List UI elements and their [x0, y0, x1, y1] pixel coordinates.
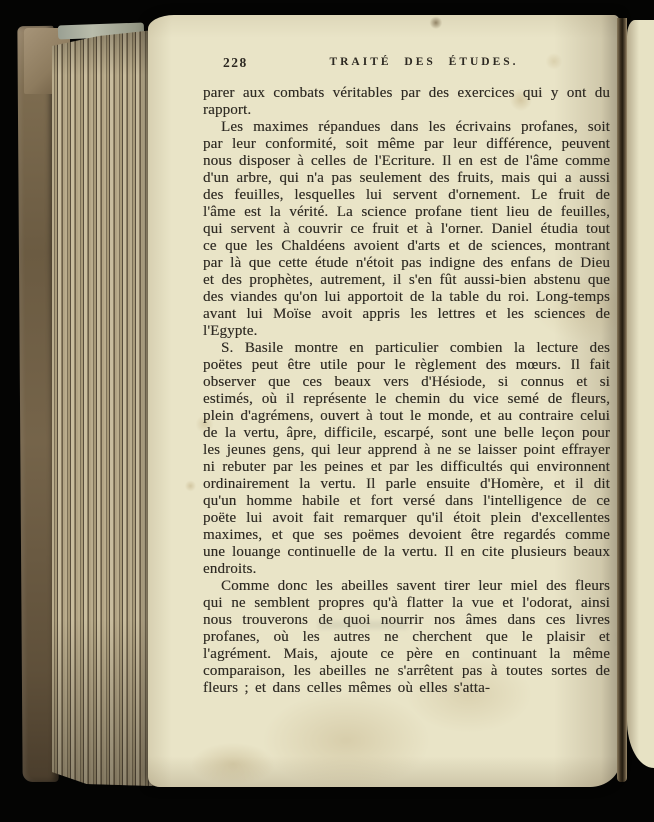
facing-page-sliver — [627, 20, 654, 768]
paragraph: S. Basile montre en particulier combien la lecture des poëtes peut être utile pour le règlement des mœurs. Il fait observer que ces beaux vers d'Hésiode, si connus et si estimés, où il représente le chemin du vice semé de fleurs, plein d'agrémens, ouvert à tout le monde, et au contraire celui de la vertu, âpre, difficile, escarpé, sont une belle leçon pour les jeunes gens, qui leur apprend à ne se laisser point effrayer ni rebuter par les peines et par les difficultés qui environnent ordinairement la vertu. Il parle ensuite d'Homère, et il dit qu'un homme habile et fort versé dans l'intelligence de ce poëte lui avoit fait remarquer qu'il étoit plein d'excellentes maximes, et que ses poëmes devoient être regardés comme une louange continuelle de la vertu. Il en cite plusieurs beaux endroits. — [203, 340, 610, 577]
paragraph: parer aux combats véritables par des exercices qui y ont du rapport. — [203, 85, 610, 118]
page-header — [203, 55, 611, 73]
show-through-ghost — [318, 621, 408, 629]
page-number: 228 — [223, 55, 248, 70]
page-edge-stack — [52, 30, 154, 786]
page-body-text — [203, 85, 610, 697]
book-gutter-crease — [617, 18, 627, 782]
paragraph: Les maximes répandues dans les écrivains profanes, soit par leur conformité, soit même par leur différence, peuvent nous disposer à celles de l'Ecriture. Il en est de l'âme comme d'un arbre, qui n'a pas seulement des fruits, mais qui a aussi des feuilles, lesquelles lui servent d'ornement. Le fruit de l'âme est la vérité. La science profane tient lieu de feuilles, qui servent à couvrir ce fruit et à l'orner. Daniel étudia tout ce que les Chaldéens avoient d'arts et de sciences, montrant par là que cette étude n'étoit pas indigne des enfans de Dieu et des prophètes, autrement, il s'en fût aussi-bien abstenu que des viandes qu'on lui apportoit de la table du roi. Long-temps avant lui Moïse avoit appris les lettres et les sciences de l'Egypte. — [203, 119, 610, 339]
paragraph: Comme donc les abeilles savent tirer leur miel des fleurs qui ne semblent propres qu'à flatter la vue et l'odorat, ainsi nous trouverons de quoi nourrir nos âmes dans ces livres profanes, où les autres ne cherchent que le plaisir et l'agrément. Mais, ajoute ce père en continuant la même comparaison, les abeilles ne s'arrêtent pas à toutes sortes de fleurs ; et dans celles mêmes où elles s'atta- — [203, 578, 610, 696]
running-title: TRAITÉ DES ÉTUDES. — [329, 56, 519, 68]
scanned-page — [148, 15, 620, 787]
